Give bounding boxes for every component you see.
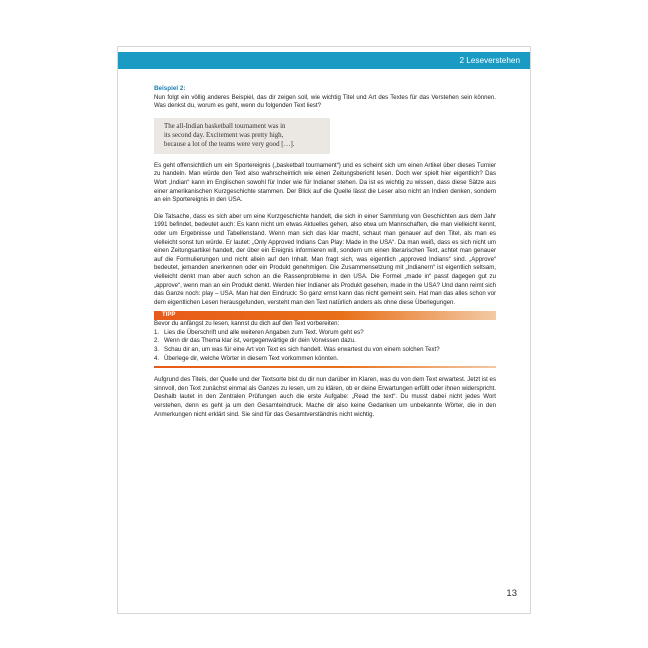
example-heading: Beispiel 2: <box>154 85 186 92</box>
tip-intro: Bevor du anfängst zu lesen, kannst du dich auf den Text vorbereiten: <box>154 320 340 328</box>
closing-paragraph: Aufgrund des Titels, der Quelle und der Textsorte bist du dir nun darüber im Klaren, was du von dem Text erwartest. Jetzt ist es sinnvoll, den Text zunächst einmal als Ganzes zu lesen, um zu klären, ob er deine Erwartungen erfüllt oder ihnen widerspricht. Deshalb lautet in den Zentralen Prüfungen auch die erste Aufgabe: „Read the text“. Du musst dabei nicht jedes Wort verstehen, denn es geht ja um den Gesamteindruck. Mache dir also keine Gedanken um unbekannte Wörter, die in den Anmerkungen nicht erklärt sind. Sie sind für das Gesamtverständnis nicht wichtig. <box>154 376 496 418</box>
section-header-band <box>118 52 530 69</box>
tip-item-text: Wenn dir das Thema klar ist, vergegenwärtige dir dein Vorwissen dazu. <box>164 337 356 345</box>
tip-item-text: Schau dir an, um was für eine Art von Text es sich handelt. Was erwartest du von einem solchen Text? <box>164 346 440 354</box>
tip-box <box>154 307 496 368</box>
tip-item-number: 1. <box>154 328 160 336</box>
body-paragraph: Die Tatsache, dass es sich aber um eine Kurzgeschichte handelt, die sich in einer Sammlung von Geschichten aus dem Jahr 1991 befindet, bedeutet auch: Es kann nicht um etwas Aktuelles gehen, also etwa um Mannschaften, die man vielleicht kennt, oder um Ergebnisse und Tabellenstand. Wenn man sich das klar macht, schaut man genauer auf den Titel, als man es vielleicht sonst tun würde. Er lautet: „Only Approved Indians Can Play: Made in the USA“. Da man weiß, dass es sich nicht um einen Zeitungsartikel handelt, der über ein Ereignis informieren will, sondern um einen literarischen Text, achtet man genauer auf die Formulierungen und nicht allein auf den Inhalt. Man fragt sich, was eigentlich „approved Indians“ sind. „Approve“ bedeutet, jemanden anerkennen oder ein Produkt genehmigen. Die Zusammensetzung mit „Indianern“ ist eigentlich seltsam, vielleicht denkt man aber auch schon an die Rassenprobleme in den USA. Die Formel „made in“ passt dagegen gut zu „approve“, wenn man an ein Produkt denkt. Werden hier Indianer als Produkt gesehen, made in the USA? Und dann reimt sich das Ganze noch: play – USA. Man hat den Eindruck: So ganz ernst kann das nicht gemeint sein. Hat man das alles schon vor dem eigentlichen Lesen herausgefunden, versteht man den Text natürlich anders als ohne diese Überlegungen. <box>154 212 496 306</box>
tip-item-number: 3. <box>154 346 160 354</box>
tip-list-item <box>154 355 496 364</box>
tip-header-bar <box>154 311 496 320</box>
tip-item-number: 4. <box>154 354 160 362</box>
tip-list-item <box>154 329 496 338</box>
tip-item-number: 2. <box>154 337 160 345</box>
tip-item-text: Überlege dir, welche Wörter in diesem Text vorkommen könnten. <box>164 354 339 362</box>
example-intro: Nun folgt ein völlig anderes Beispiel, das dir zeigen soll, wie wichtig Titel und Art des Textes für das Verstehen sein können. Was denkst du, worum es geht, wenn du folgenden Text liest? <box>154 93 496 110</box>
page-number: 13 <box>506 588 517 599</box>
quote-box <box>154 118 330 154</box>
body-paragraph: Es geht offensichtlich um ein Sportereignis („basketball tournament“) und es scheint sich um einen Artikel über dieses Turnier zu handeln. Man würde den Text also wahrscheinlich wie einen Zeitungsbericht lesen. Doch wer spielt hier eigentlich? Das Wort „Indian“ kann im Englischen sowohl für Inder wie für Indianer stehen. Da ist es wichtig zu wissen, dass diese Sätze aus einer amerikanischen Kurzgeschichte stammen. Der Blick auf die Quelle lässt die Leser also nicht an Indien denken, sondern an ein Sportereignis in den USA. <box>154 161 496 204</box>
tip-label: TIPP <box>162 312 176 319</box>
tip-list-item <box>154 337 496 346</box>
book-page <box>117 46 531 614</box>
section-title: 2 Leseverstehen <box>459 56 520 65</box>
tip-list <box>154 329 496 363</box>
quote-line: The all-Indian basketball tournament was in <box>164 122 286 130</box>
tip-item-text: Lies die Überschrift und alle weiteren Angaben zum Text. Worum geht es? <box>164 328 364 336</box>
page-content <box>154 85 496 419</box>
quote-line: its second day. Excitement was pretty high, <box>164 131 284 139</box>
quote-line: because a lot of the teams were very good […]. <box>164 140 295 148</box>
tip-list-item <box>154 346 496 355</box>
